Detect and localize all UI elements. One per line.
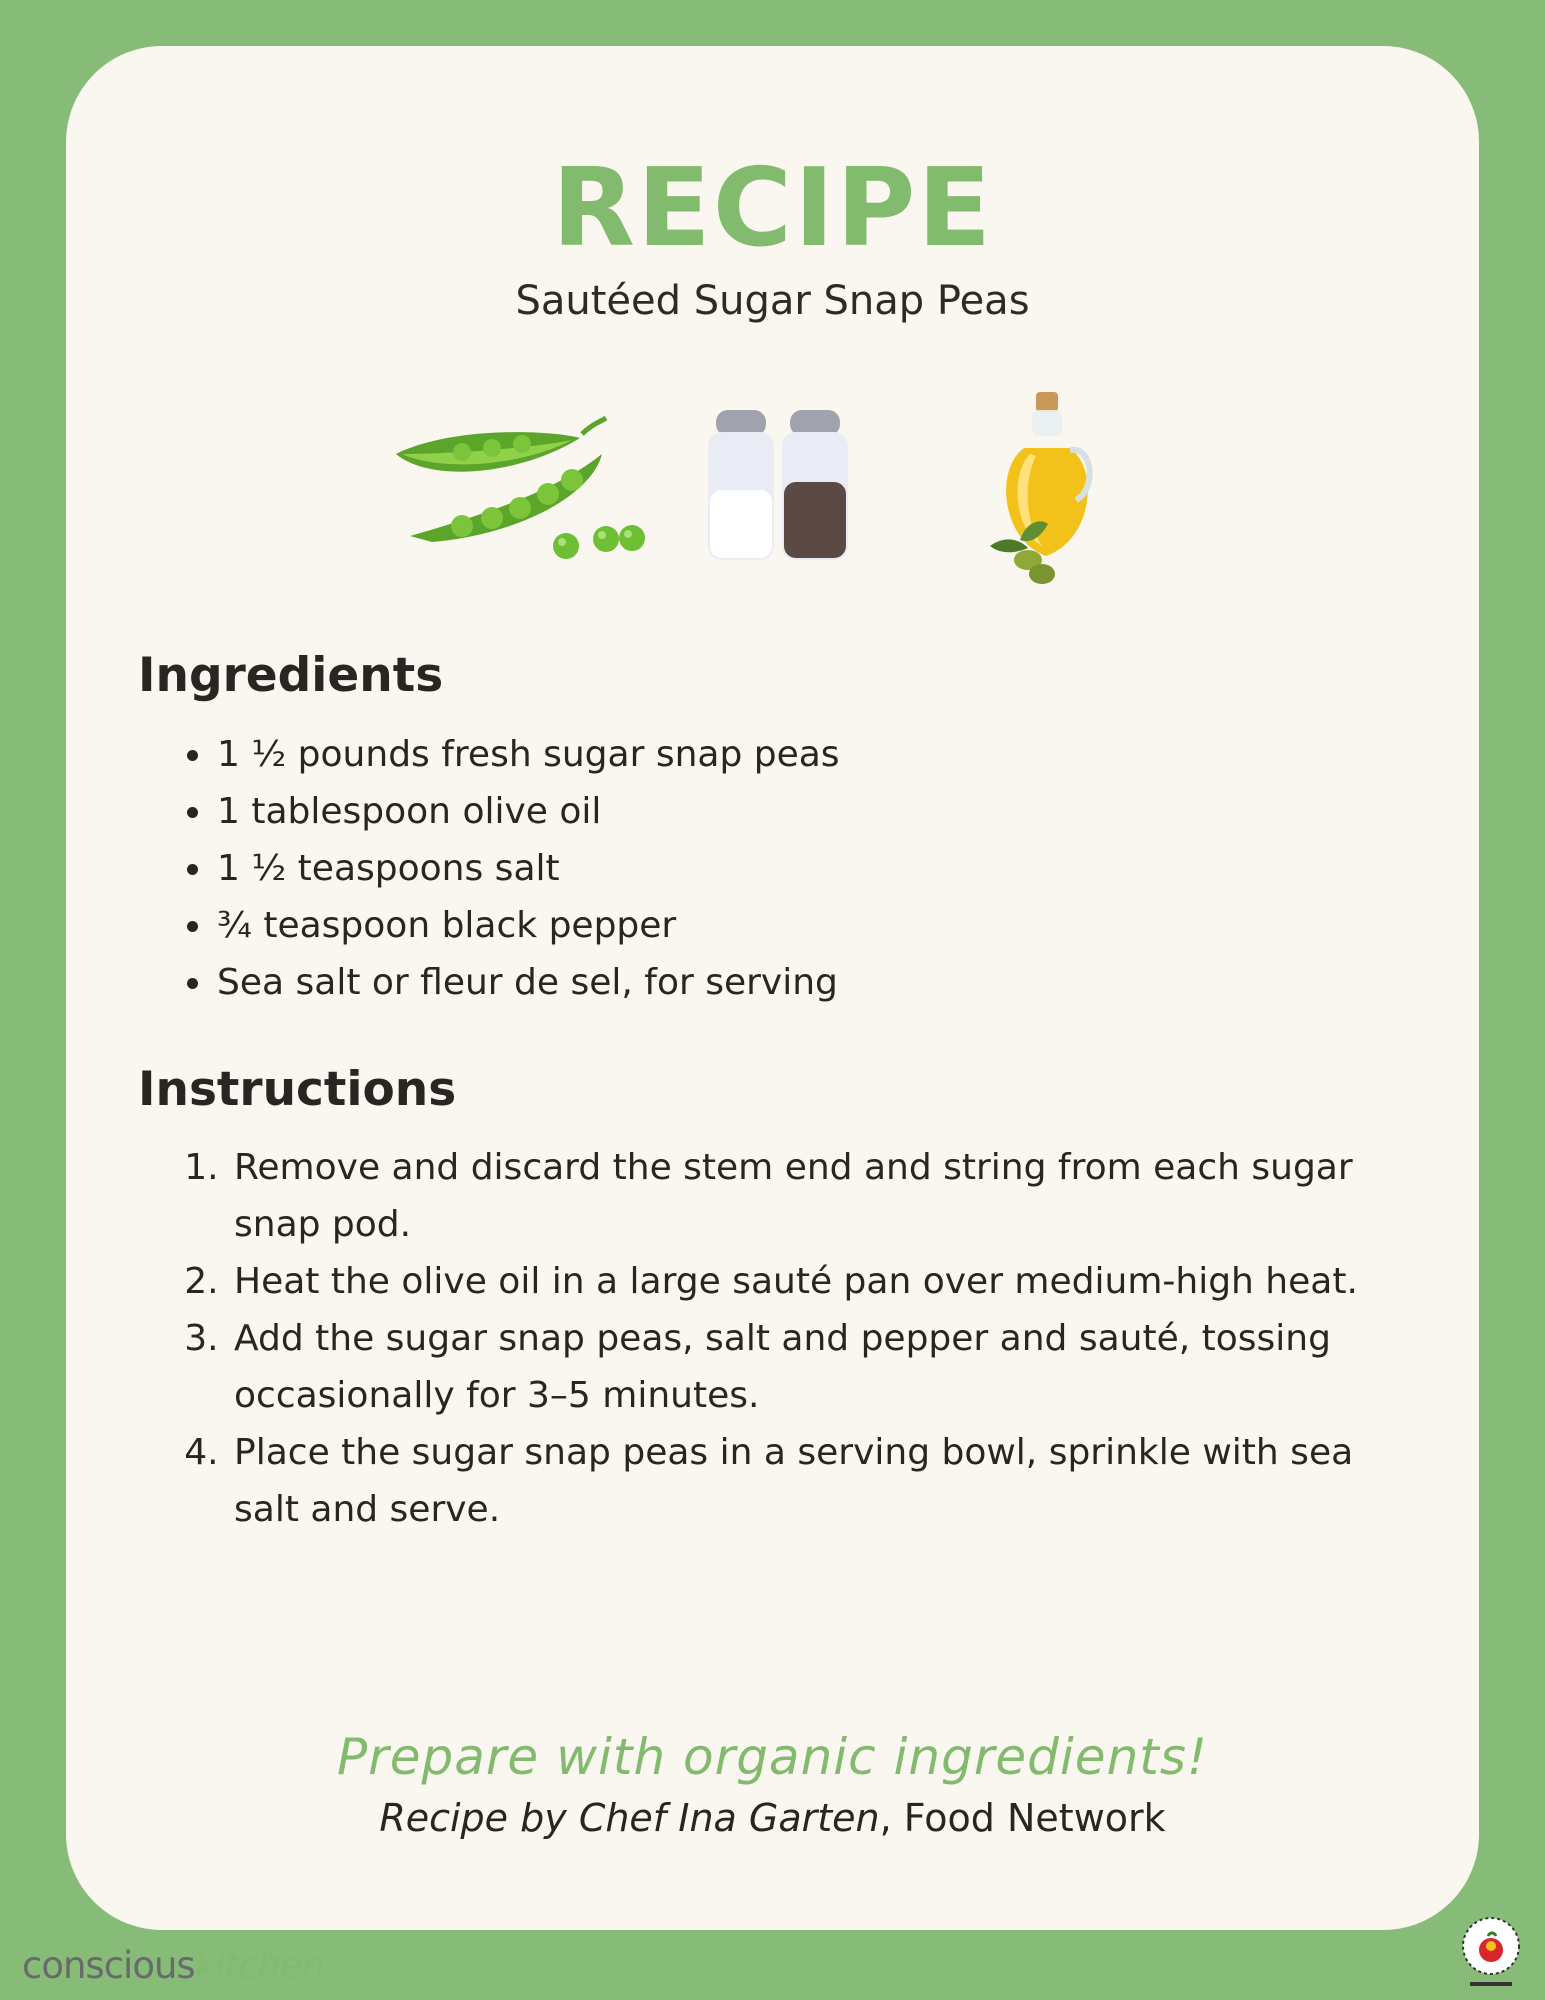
recipe-card: [66, 46, 1479, 1930]
credit-source: , Food Network: [879, 1796, 1166, 1840]
credit-author: Recipe by Chef Ina Garten: [379, 1796, 880, 1840]
page-title: RECIPE: [551, 146, 994, 271]
list-item: • ¾ teaspoon black pepper: [215, 897, 1415, 954]
brand-logo: [22, 1944, 324, 1987]
list-item: 1. Remove and discard the stem end and string from each sugar snap pod.: [230, 1139, 1380, 1253]
instructions-list: [150, 1139, 1380, 1538]
list-item: • Sea salt or fleur de sel, for serving: [215, 954, 1415, 1011]
list-item: 4. Place the sugar snap peas in a serving bowl, sprinkle with sea salt and serve.: [230, 1424, 1380, 1538]
list-item: 2. Heat the olive oil in a large sauté pan over medium-high heat.: [230, 1253, 1380, 1310]
olive-oil-bottle-icon: [984, 390, 1114, 586]
ingredients-heading: Ingredients: [138, 648, 444, 703]
brand-prefix: conscious: [22, 1944, 195, 1987]
salt-pepper-shakers-icon: [702, 404, 862, 574]
list-item: • 1 ½ teaspoons salt: [215, 840, 1415, 897]
tagline: Prepare with organic ingredients!: [337, 1728, 1208, 1786]
list-item: 3. Add the sugar snap peas, salt and pepper and sauté, tossing occasionally for 3–5 minutes.: [230, 1310, 1380, 1424]
pea-pod-icon: [392, 414, 652, 574]
ingredients-list: [142, 726, 1415, 1011]
list-item: • 1 ½ pounds fresh sugar snap peas: [215, 726, 1415, 783]
list-item: • 1 tablespoon olive oil: [215, 783, 1415, 840]
instructions-heading: Instructions: [138, 1062, 457, 1117]
recipe-credit: [66, 1796, 1479, 1840]
brand-suffix: kitchen: [194, 1944, 324, 1987]
recipe-name: Sautéed Sugar Snap Peas: [515, 278, 1030, 324]
school-seal-logo: [1458, 1912, 1524, 1992]
